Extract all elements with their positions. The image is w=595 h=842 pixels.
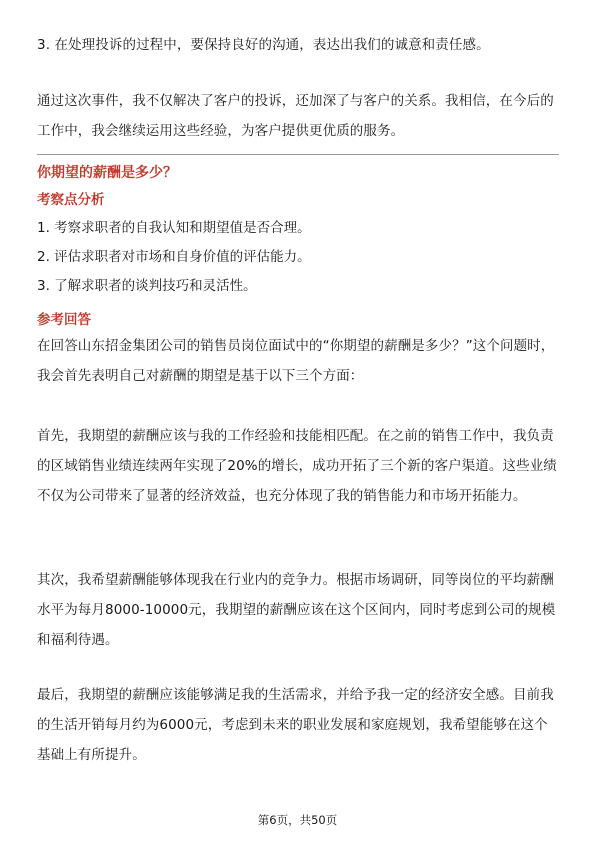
intro-list-item-3: 3. 在处理投诉的过程中，要保持良好的沟通，表达出我们的诚意和责任感。 <box>37 37 490 53</box>
answer-paragraph-3: 其次，我希望薪酬能够体现我在行业内的竞争力。根据市场调研，同等岗位的平均薪酬水平为每月8000-10000元，我期望的薪酬应该在这个区间内，同时考虑到公司的规模和福利待遇。 <box>37 572 556 648</box>
question-heading: 你期望的薪酬是多少？ <box>37 165 177 181</box>
intro-conclusion-paragraph: 通过这次事件，我不仅解决了客户的投诉，还加深了与客户的关系。我相信，在今后的工作中，我会继续运用这些经验，为客户提供更优质的服务。 <box>37 93 554 139</box>
answer-paragraph-4: 最后，我期望的薪酬应该能够满足我的生活需求，并给予我一定的经济安全感。目前我的生活开销每月约为6000元，考虑到未来的职业发展和家庭规划，我希望能够在这个基础上有所提升。 <box>37 687 554 763</box>
answer-paragraph-2: 首先，我期望的薪酬应该与我的工作经验和技能相匹配。在之前的销售工作中，我负责的区域销售业绩连续两年实现了20%的增长，成功开拓了三个新的客户渠道。这些业绩不仅为公司带来了显著的经济效益，也充分体现了我的销售能力和市场开拓能力。 <box>37 428 557 504</box>
answer-heading: 参考回答 <box>37 312 91 328</box>
answer-paragraph-1: 在回答山东招金集团公司的销售员岗位面试中的“你期望的薪酬是多少？”这个问题时，我会首先表明自己对薪酬的期望是基于以下三个方面： <box>37 338 555 384</box>
analysis-item-3: 3. 了解求职者的谈判技巧和灵活性。 <box>37 278 257 294</box>
analysis-item-2: 2. 评估求职者对市场和自身价值的评估能力。 <box>37 249 311 265</box>
analysis-heading: 考察点分析 <box>37 192 105 208</box>
page-number-footer: 第6页，共50页 <box>257 813 338 827</box>
section-divider <box>37 154 559 155</box>
analysis-item-1: 1. 考察求职者的自我认知和期望值是否合理。 <box>37 220 311 236</box>
